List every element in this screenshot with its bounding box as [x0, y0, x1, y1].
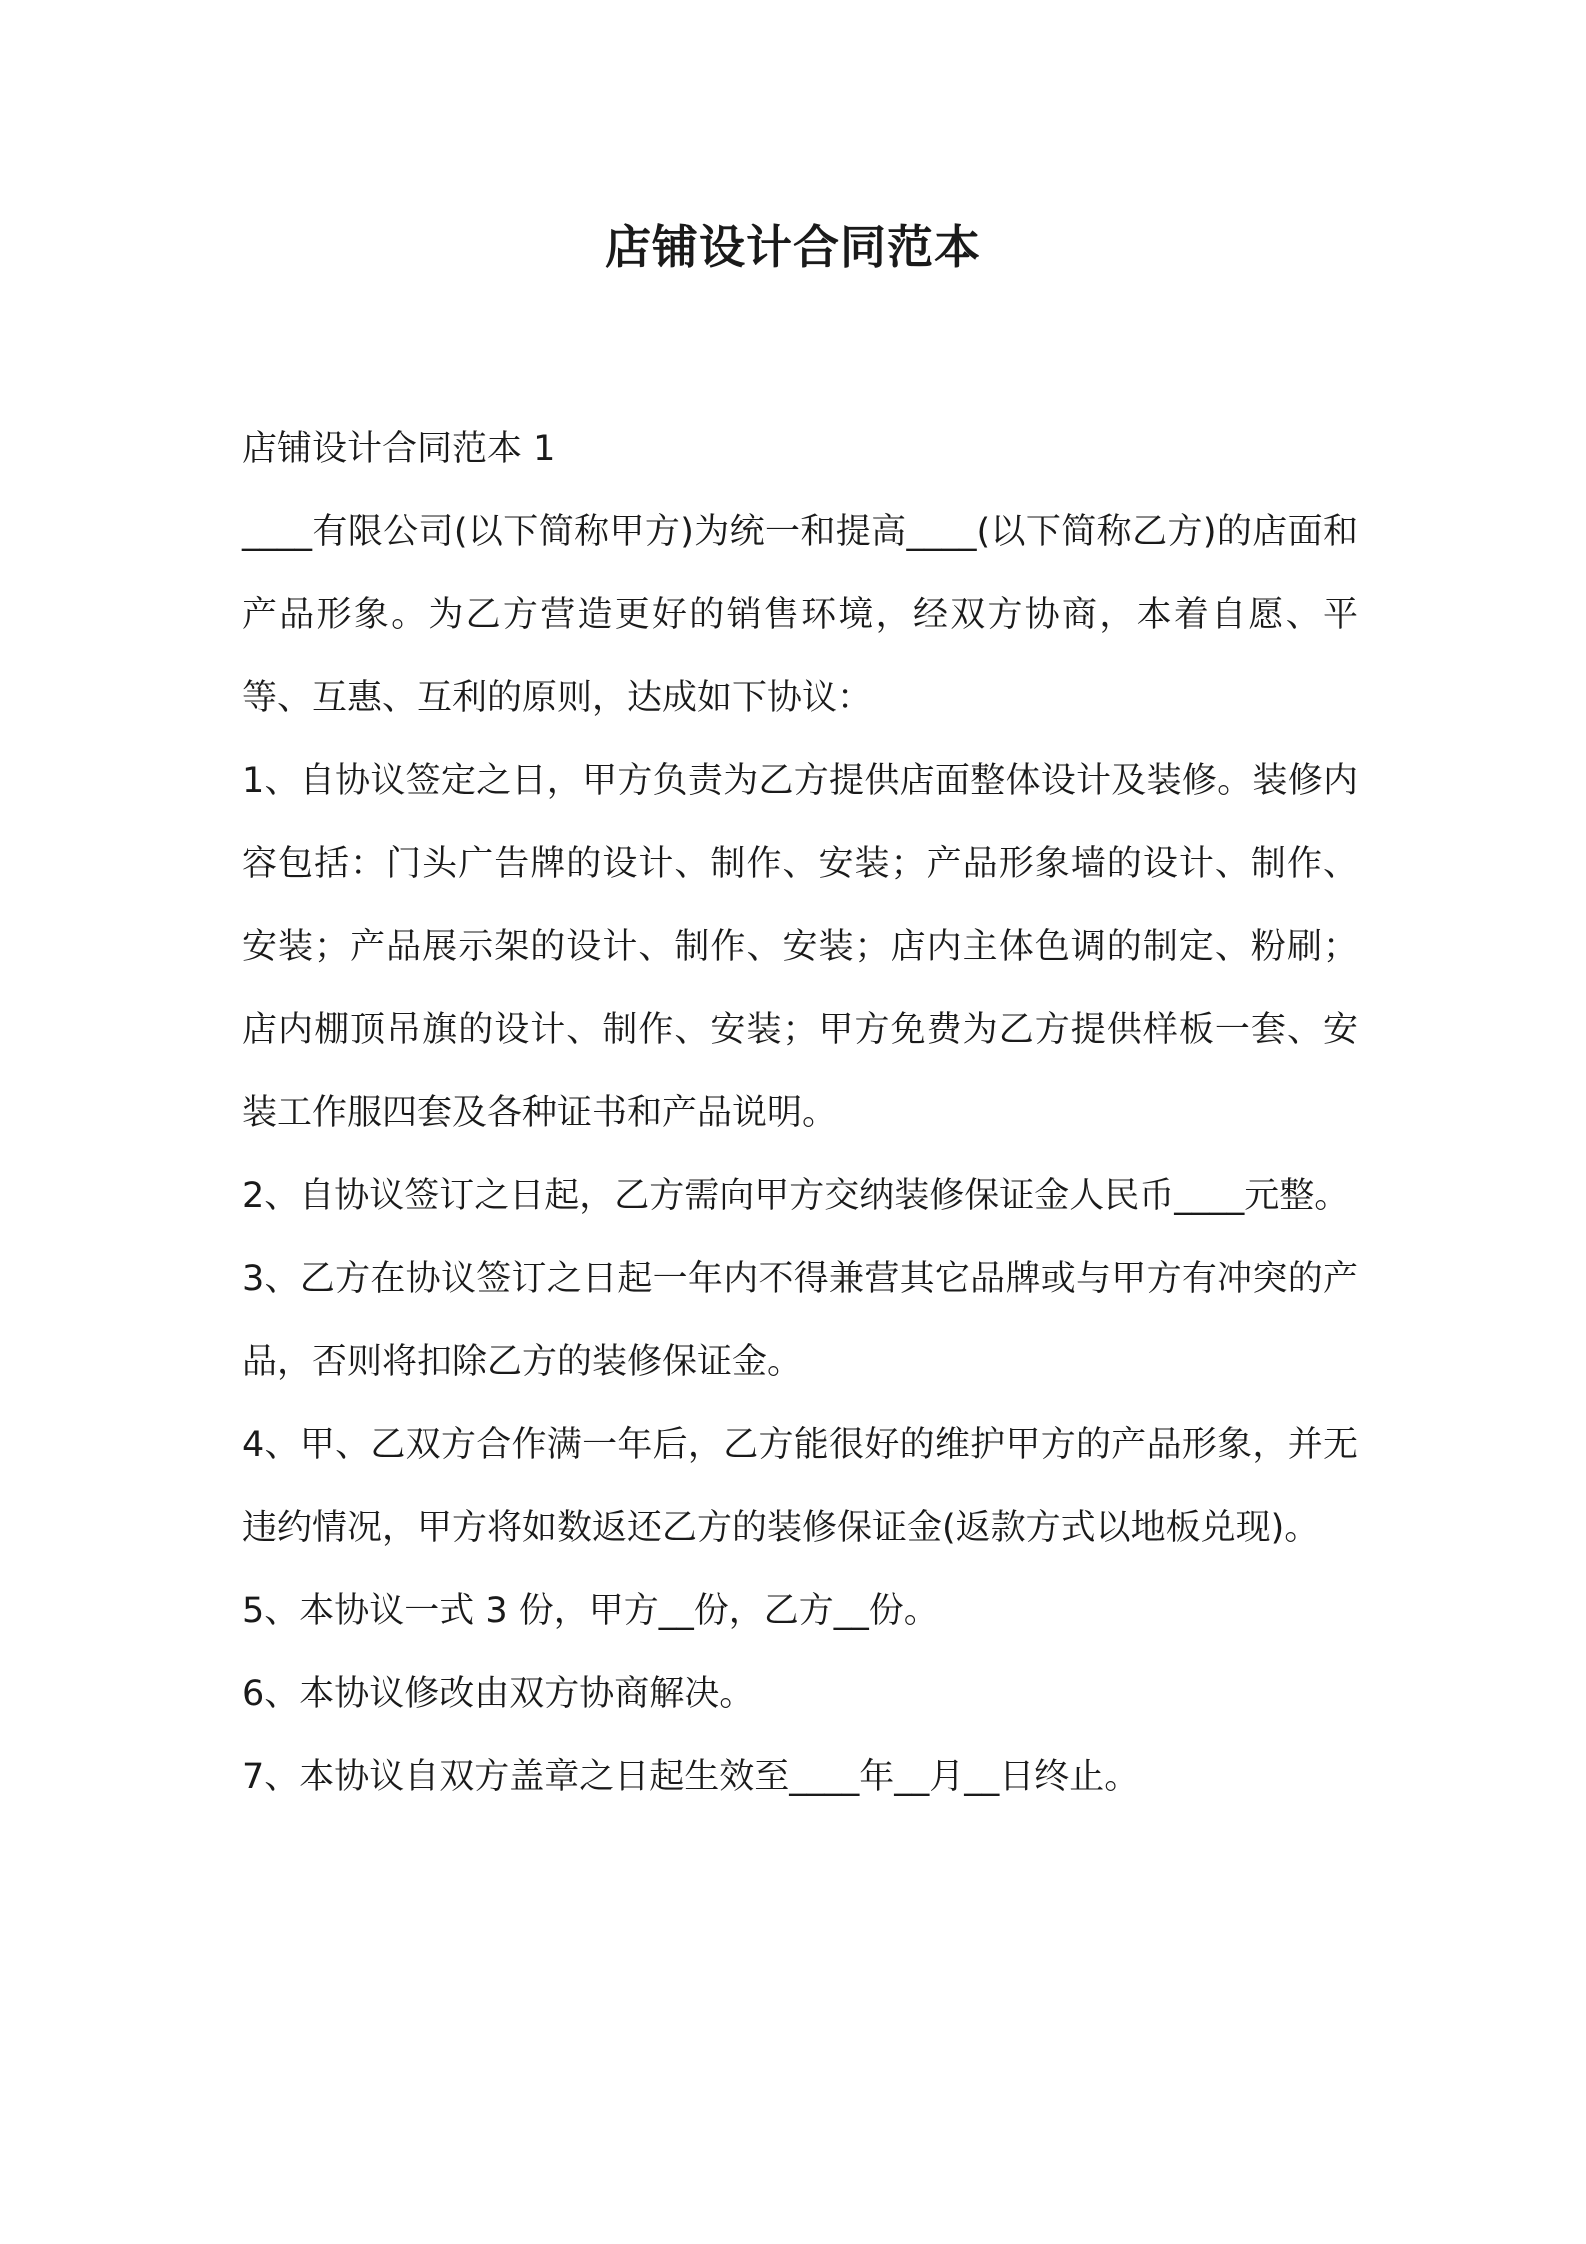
clause-2: 2、自协议签订之日起，乙方需向甲方交纳装修保证金人民币____元整。 — [242, 1176, 1350, 1216]
clause-7: 7、本协议自双方盖章之日起生效至____年__月__日终止。 — [242, 1757, 1140, 1797]
intro-paragraph: ____有限公司(以下简称甲方)为统一和提高____(以下简称乙方)的店面和产品形象。为乙方营造更好的销售环境，经双方协商，本着自愿、平等、互惠、互利的原则，达成如下协议： — [242, 512, 1358, 718]
clause-5: 5、本协议一式 3 份，甲方__份，乙方__份。 — [242, 1591, 939, 1631]
clause-1: 1、自协议签定之日，甲方负责为乙方提供店面整体设计及装修。装修内容包括：门头广告牌的设计、制作、安装；产品形象墙的设计、制作、安装；产品展示架的设计、制作、安装；店内主体色调的制定、粉刷；店内棚顶吊旗的设计、制作、安装；甲方免费为乙方提供样板一套、安装工作服四套及各种证书和产品说明。 — [242, 761, 1358, 1133]
document-title: 店铺设计合同范本 — [605, 220, 981, 274]
document-body — [242, 408, 1358, 1819]
clause-6: 6、本协议修改由双方协商解决。 — [242, 1674, 755, 1714]
section-heading: 店铺设计合同范本 1 — [242, 429, 556, 469]
clause-3: 3、乙方在协议签订之日起一年内不得兼营其它品牌或与甲方有冲突的产品，否则将扣除乙方的装修保证金。 — [242, 1259, 1358, 1382]
clause-4: 4、甲、乙双方合作满一年后，乙方能很好的维护甲方的产品形象，并无违约情况，甲方将如数返还乙方的装修保证金(返款方式以地板兑现)。 — [242, 1425, 1358, 1548]
